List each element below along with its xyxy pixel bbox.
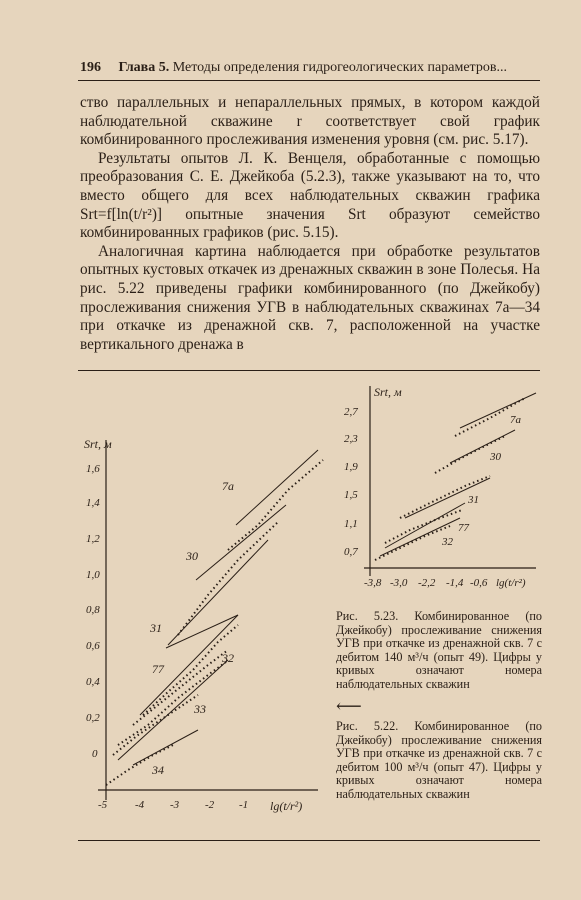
curve-label: 77: [152, 662, 164, 676]
y-tick: 1,4: [86, 497, 100, 509]
x-ticks: [98, 799, 248, 811]
curve-label: 34: [152, 763, 164, 777]
y-tick: 1,6: [86, 463, 100, 475]
chapter-title: Методы определения гидрогеологических параметров...: [172, 60, 507, 75]
y-tick: 0,4: [86, 676, 100, 688]
chapter-label: Глава 5.: [118, 60, 170, 75]
fit-line: [118, 660, 228, 760]
curve-label: 7а: [222, 479, 234, 493]
fit-lines: [118, 450, 318, 765]
curve-label: 32: [222, 651, 234, 665]
paragraph-3: Аналогичная картина наблюдается при обработке результатов опытных кустовых откачек из дренажных скважин в зоне Полесья. На рис. 5.22 приведены графики комбинированного (по Джейкобу) прослеживания снижения УГВ в наблюдательных скважинах 7а—34 при откачке из дренажной скв. 7, расположенной на участке вертикального дренажа в: [80, 242, 540, 353]
x-tick: -2,2: [418, 577, 436, 589]
curve-32: [118, 662, 226, 745]
curve-label: 77: [458, 522, 469, 534]
curve-label: 31: [150, 621, 162, 635]
fit-line: [460, 393, 536, 428]
y-tick: 0,2: [86, 712, 100, 724]
fit-line: [133, 730, 198, 765]
header-rule: [78, 80, 540, 81]
fit-line: [166, 615, 238, 648]
y-tick: 2,7: [344, 406, 358, 418]
y-tick: 1,9: [344, 461, 358, 473]
y-tick: 1,2: [86, 533, 100, 545]
figure-5-23: [340, 378, 540, 603]
curve-labels: [149, 479, 234, 777]
curve-label: 30: [490, 451, 501, 463]
arrow-left: ⟵: [336, 696, 362, 716]
x-tick: -3: [170, 799, 180, 811]
y-tick: 1,5: [344, 489, 358, 501]
curve-label: 31: [468, 494, 479, 506]
y-axis-label: Srt, м: [374, 385, 402, 399]
curve-33: [113, 695, 198, 755]
figure-top-rule: [78, 370, 540, 371]
y-axis-label: Srt, м: [84, 437, 112, 451]
y-ticks: [86, 463, 100, 760]
y-tick: 0: [92, 748, 98, 760]
y-tick: 0,7: [344, 546, 358, 558]
paragraph-2: Результаты опытов Л. К. Венцеля, обработанные с помощью преобразования С. Е. Джейкоба (5.2.3), также указывают на то, что вместо общего для всех наблюдательных скважин графика Srt=f[ln(t/r²)] опытные значения Srt образуют семейство комбинированных графиков (рис. 5.15).: [80, 149, 540, 242]
x-tick: -4: [135, 799, 145, 811]
x-tick: -5: [98, 799, 108, 811]
x-tick: -2: [205, 799, 215, 811]
curve-7a: [228, 460, 323, 550]
y-tick: 0,6: [86, 640, 100, 652]
x-tick: -3,8: [364, 577, 382, 589]
page-number: 196: [80, 60, 101, 75]
x-ticks: [364, 577, 488, 589]
caption-5-23: Рис. 5.23. Комбинированное (по Джейкобу) прослеживание снижения УГВ при откачке из дренажной скв. 7 с дебитом 140 м³/ч (опыт 49). Цифры у кривых означают номера наблюдательных скважин: [336, 609, 542, 691]
x-axis-label: lg(t/r²): [270, 799, 303, 813]
body-text: [80, 94, 540, 354]
figure-bottom-rule: [78, 840, 540, 841]
curve-labels: [441, 414, 522, 548]
x-tick: -1,4: [446, 577, 464, 589]
fit-line: [385, 503, 465, 548]
y-tick: 2,3: [344, 433, 358, 445]
y-ticks: [344, 406, 358, 558]
x-axis-label: lg(t/r²): [496, 577, 526, 589]
x-tick: -3,0: [390, 577, 408, 589]
x-tick: -1: [239, 799, 249, 811]
y-tick: 1,1: [344, 518, 358, 530]
curve-label: 33: [194, 702, 206, 716]
x-tick: -0,6: [470, 577, 488, 589]
paragraph-1: ство параллельных и непараллельных прямых, в котором каждой наблюдательной скважине r соответствует свой график комбинированного прослеживания изменения уровня (см. рис. 5.17).: [80, 94, 540, 149]
data-curves: [106, 460, 323, 785]
caption-5-22: Рис. 5.22. Комбинированное (по Джейкобу) прослеживание снижения УГВ при откачке из дренажной скв. 7 с дебитом 100 м³/ч (опыт 47). Цифры у кривых означают номера наблюдательных скважин: [336, 719, 542, 801]
curve-77: [133, 650, 228, 725]
running-header: [80, 60, 535, 76]
figure-5-22: [78, 430, 338, 840]
fit-line: [236, 450, 318, 525]
curve-label: 32: [442, 536, 453, 548]
y-tick: 0,8: [86, 604, 100, 616]
curve-label: 7а: [510, 414, 521, 426]
fit-line: [168, 540, 268, 645]
y-tick: 1,0: [86, 569, 100, 581]
curve-label: 30: [186, 549, 198, 563]
